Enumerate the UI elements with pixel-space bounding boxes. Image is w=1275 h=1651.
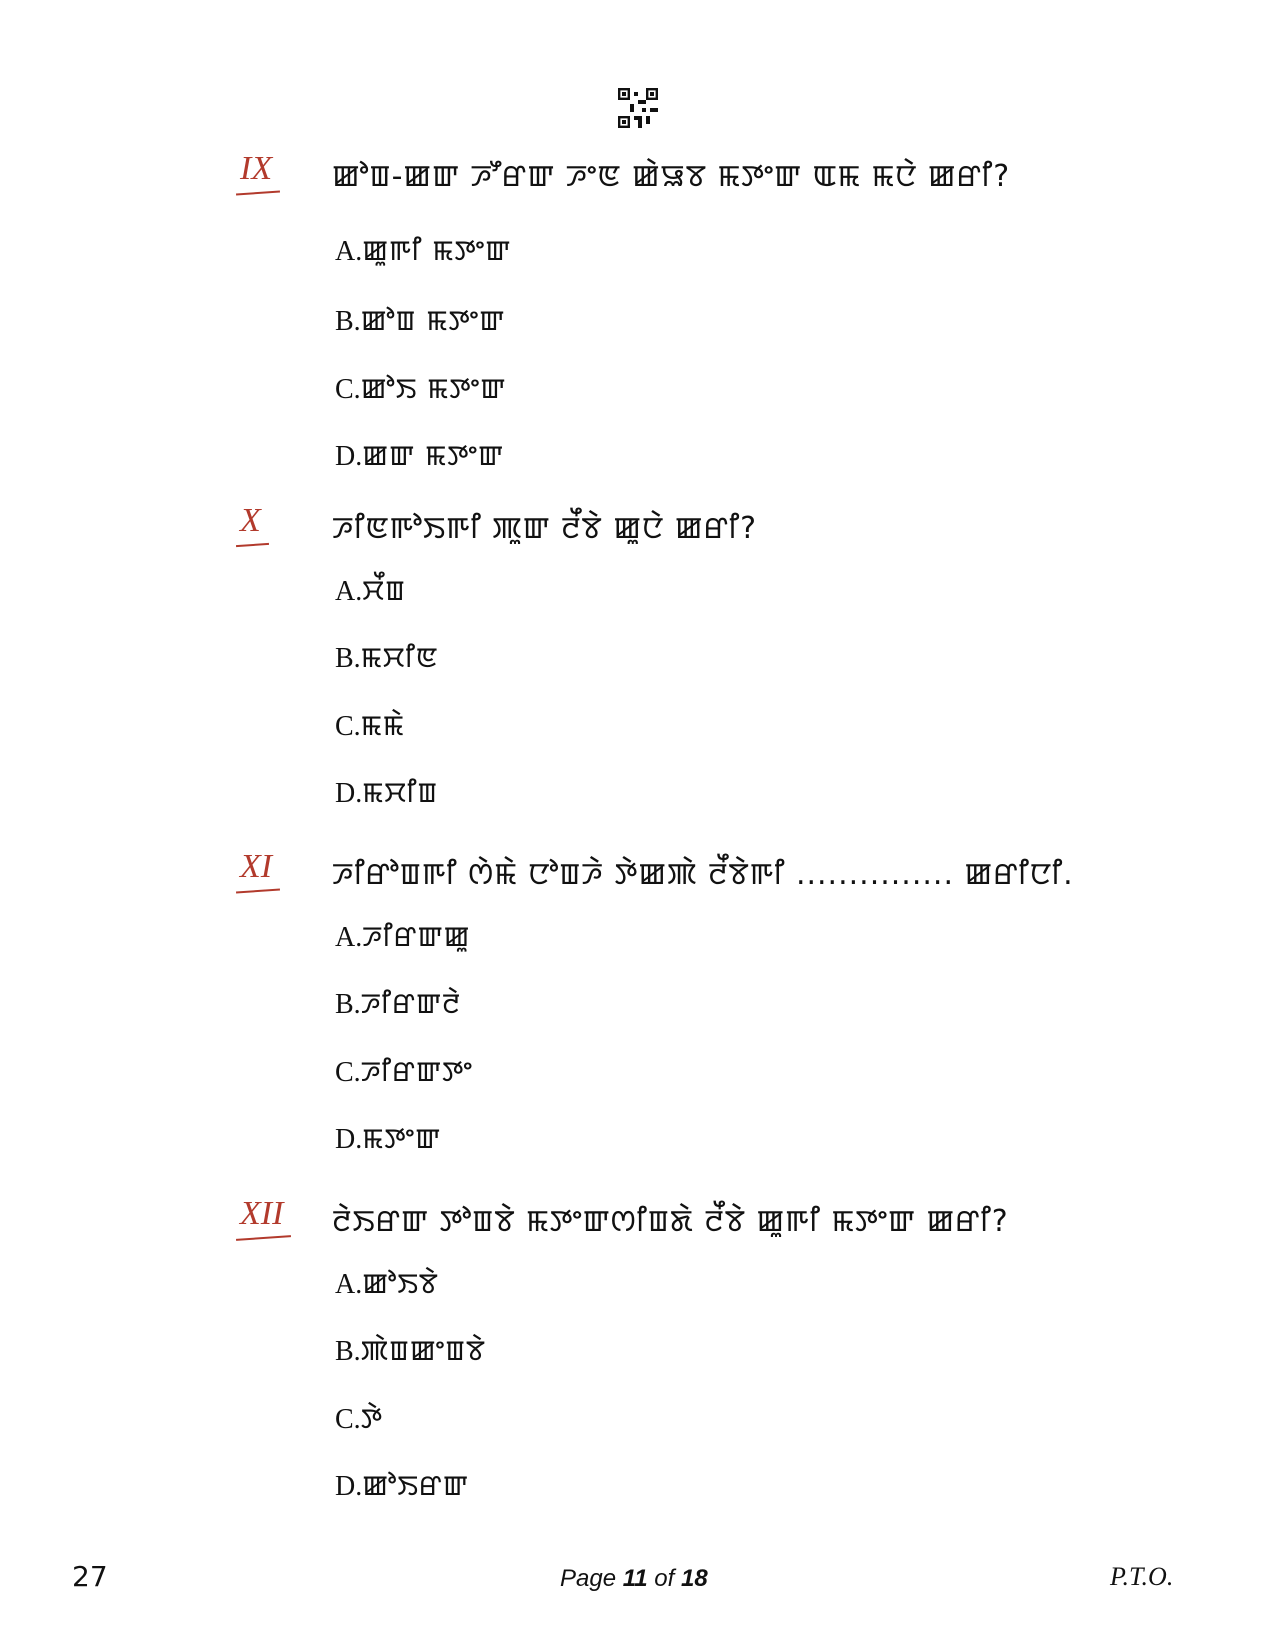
question-number: XII xyxy=(240,1195,283,1233)
option-d: D.ꯃꯆꯤꯡ xyxy=(335,776,439,809)
pto-label: P.T.O. xyxy=(1110,1562,1174,1591)
option-c: C.ꯍꯤꯔꯛꯇꯦ xyxy=(335,1055,473,1088)
qr-code xyxy=(618,88,658,128)
option-d: D.ꯃꯇꯦꯛ xyxy=(335,1122,442,1155)
question-number: X xyxy=(240,502,261,540)
option-b: B.ꯄꯥꯡꯀꯦꯡꯕꯥ xyxy=(335,1334,486,1367)
question-number: XI xyxy=(240,848,272,886)
option-a: A.ꯀꯨꯒꯤ ꯃꯇꯦꯛ xyxy=(335,234,512,267)
option-c: C.ꯃꯃꯥ xyxy=(335,709,405,742)
option-b: B.ꯀꯣꯡ ꯃꯇꯦꯛ xyxy=(335,304,506,337)
option-b: B.ꯃꯆꯤꯟ xyxy=(335,641,439,674)
question-text: ꯀꯣꯡ-ꯀꯛ ꯍꯧꯔꯛ ꯍꯦꯟ ꯀꯥꯎꯕ ꯃꯇꯦꯛ ꯑꯃ ꯃꯅꯥ ꯀꯔꯤ? xyxy=(332,159,1011,194)
option-a: A.ꯀꯣꯏꯕꯥ xyxy=(335,1267,439,1300)
question-number: IX xyxy=(240,150,272,188)
question-text: ꯍꯤꯟꯒꯣꯏꯒꯤ ꯄꯨꯛ ꯂꯩꯕꯥ ꯀꯨꯅꯥ ꯀꯔꯤ? xyxy=(332,511,758,546)
question-text: ꯍꯤꯔꯣꯡꯒꯤ ꯁꯥꯃꯥ ꯅꯣꯡꯍꯥ ꯇꯥꯀꯄꯥ ꯂꯩꯕꯥꯒꯤ ............... ꯀꯔꯤꯅꯤ. xyxy=(332,857,1074,892)
question-text: ꯂꯥꯏꯔꯛ ꯇꯣꯡꯕꯥ ꯃꯇꯦꯛꯁꯤꯡꯗꯥ ꯂꯩꯕꯥ ꯀꯨꯒꯤ ꯃꯇꯦꯛ ꯀꯔꯤ? xyxy=(332,1204,1009,1239)
option-a: A.ꯍꯤꯔꯛꯀꯨ xyxy=(335,920,471,953)
option-d: D.ꯀꯣꯏꯔꯛ xyxy=(335,1469,469,1502)
paper-code: 27 xyxy=(72,1560,108,1593)
option-c: C.ꯀꯣꯏ ꯃꯇꯦꯛ xyxy=(335,372,507,405)
option-b: B.ꯍꯤꯔꯛꯂꯥ xyxy=(335,987,462,1020)
option-c: C.ꯇꯥ xyxy=(335,1402,384,1435)
option-a: A.ꯆꯩꯡ xyxy=(335,574,406,607)
option-d: D.ꯀꯛ ꯃꯇꯦꯛ xyxy=(335,439,505,472)
page-indicator: Page 11 of 18 xyxy=(560,1565,708,1592)
